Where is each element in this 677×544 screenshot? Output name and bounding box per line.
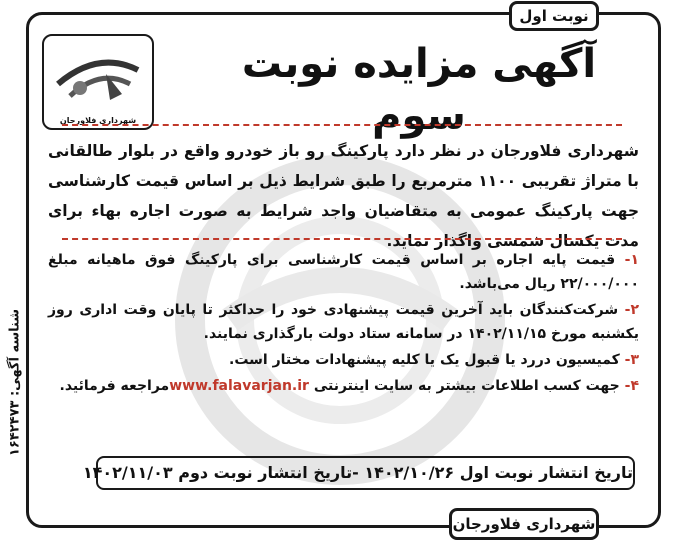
- list-item: [48, 248, 639, 296]
- divider: [62, 238, 622, 240]
- item-number: ۳-: [624, 352, 639, 368]
- item-text: جهت کسب اطلاعات بیشتر به سایت اینترنتی: [313, 378, 620, 394]
- logo-caption: شهرداری فلاورجان: [59, 116, 137, 125]
- divider: [62, 124, 622, 126]
- item-number: ۱-: [624, 252, 639, 268]
- item-text: کمیسیون دررد یا قبول یک یا کلیه پیشنهادات مختار است.: [229, 352, 620, 368]
- logo-emblem-icon: [50, 44, 146, 116]
- list-item: [48, 374, 639, 398]
- list-item: [48, 298, 639, 346]
- publication-round-tab: نوبت اول: [509, 1, 599, 31]
- item-text: قیمت پایه اجاره بر اساس قیمت کارشناسی برای پارکینگ فوق ماهیانه مبلغ ۲۲/۰۰۰/۰۰۰ ریال می‌باشد.: [48, 252, 639, 292]
- website-link[interactable]: www.falavarjan.ir: [169, 378, 309, 394]
- intro-paragraph: شهرداری فلاورجان در نظر دارد پارکینگ رو باز خودرو واقع در بلوار طالقانی با متراژ تقریبی ۱۱۰۰ مترمربع را طبق شرایط ذیل بر اساس قیمت کارشناسی جهت پارکینگ عمومی به متقاضیان واجد شرایط به صورت اجاره بهاء برای مدت یکسال شمسی واگذار نماید.: [48, 142, 639, 250]
- item-text: شرکت‌کنندگان باید آخرین قیمت پیشنهادی خود را حداکثر تا پایان وقت اداری روز یکشنبه مورخ ۱۴۰۲/۱۱/۱۵ در سامانه ستاد دولت بارگذاری نمایند.: [48, 302, 639, 342]
- conditions-list: [48, 248, 639, 400]
- item-number: ۴-: [624, 378, 639, 394]
- page-title: آگهی مزایده نوبت سوم: [241, 41, 597, 139]
- item-text: مراجعه فرمائید.: [59, 378, 170, 394]
- list-item: [48, 348, 639, 372]
- publication-dates: تاریخ انتشار نوبت اول ۱۴۰۲/۱۰/۲۶ -تاریخ انتشار نوبت دوم ۱۴۰۲/۱۱/۰۳: [96, 456, 635, 490]
- municipality-name-tab: شهرداری فلاورجان: [449, 508, 599, 540]
- municipality-logo: [42, 34, 154, 130]
- notice-id-label: شناسه آگهی: ۱۶۴۲۴۷۳: [7, 308, 23, 457]
- item-number: ۲-: [624, 302, 640, 318]
